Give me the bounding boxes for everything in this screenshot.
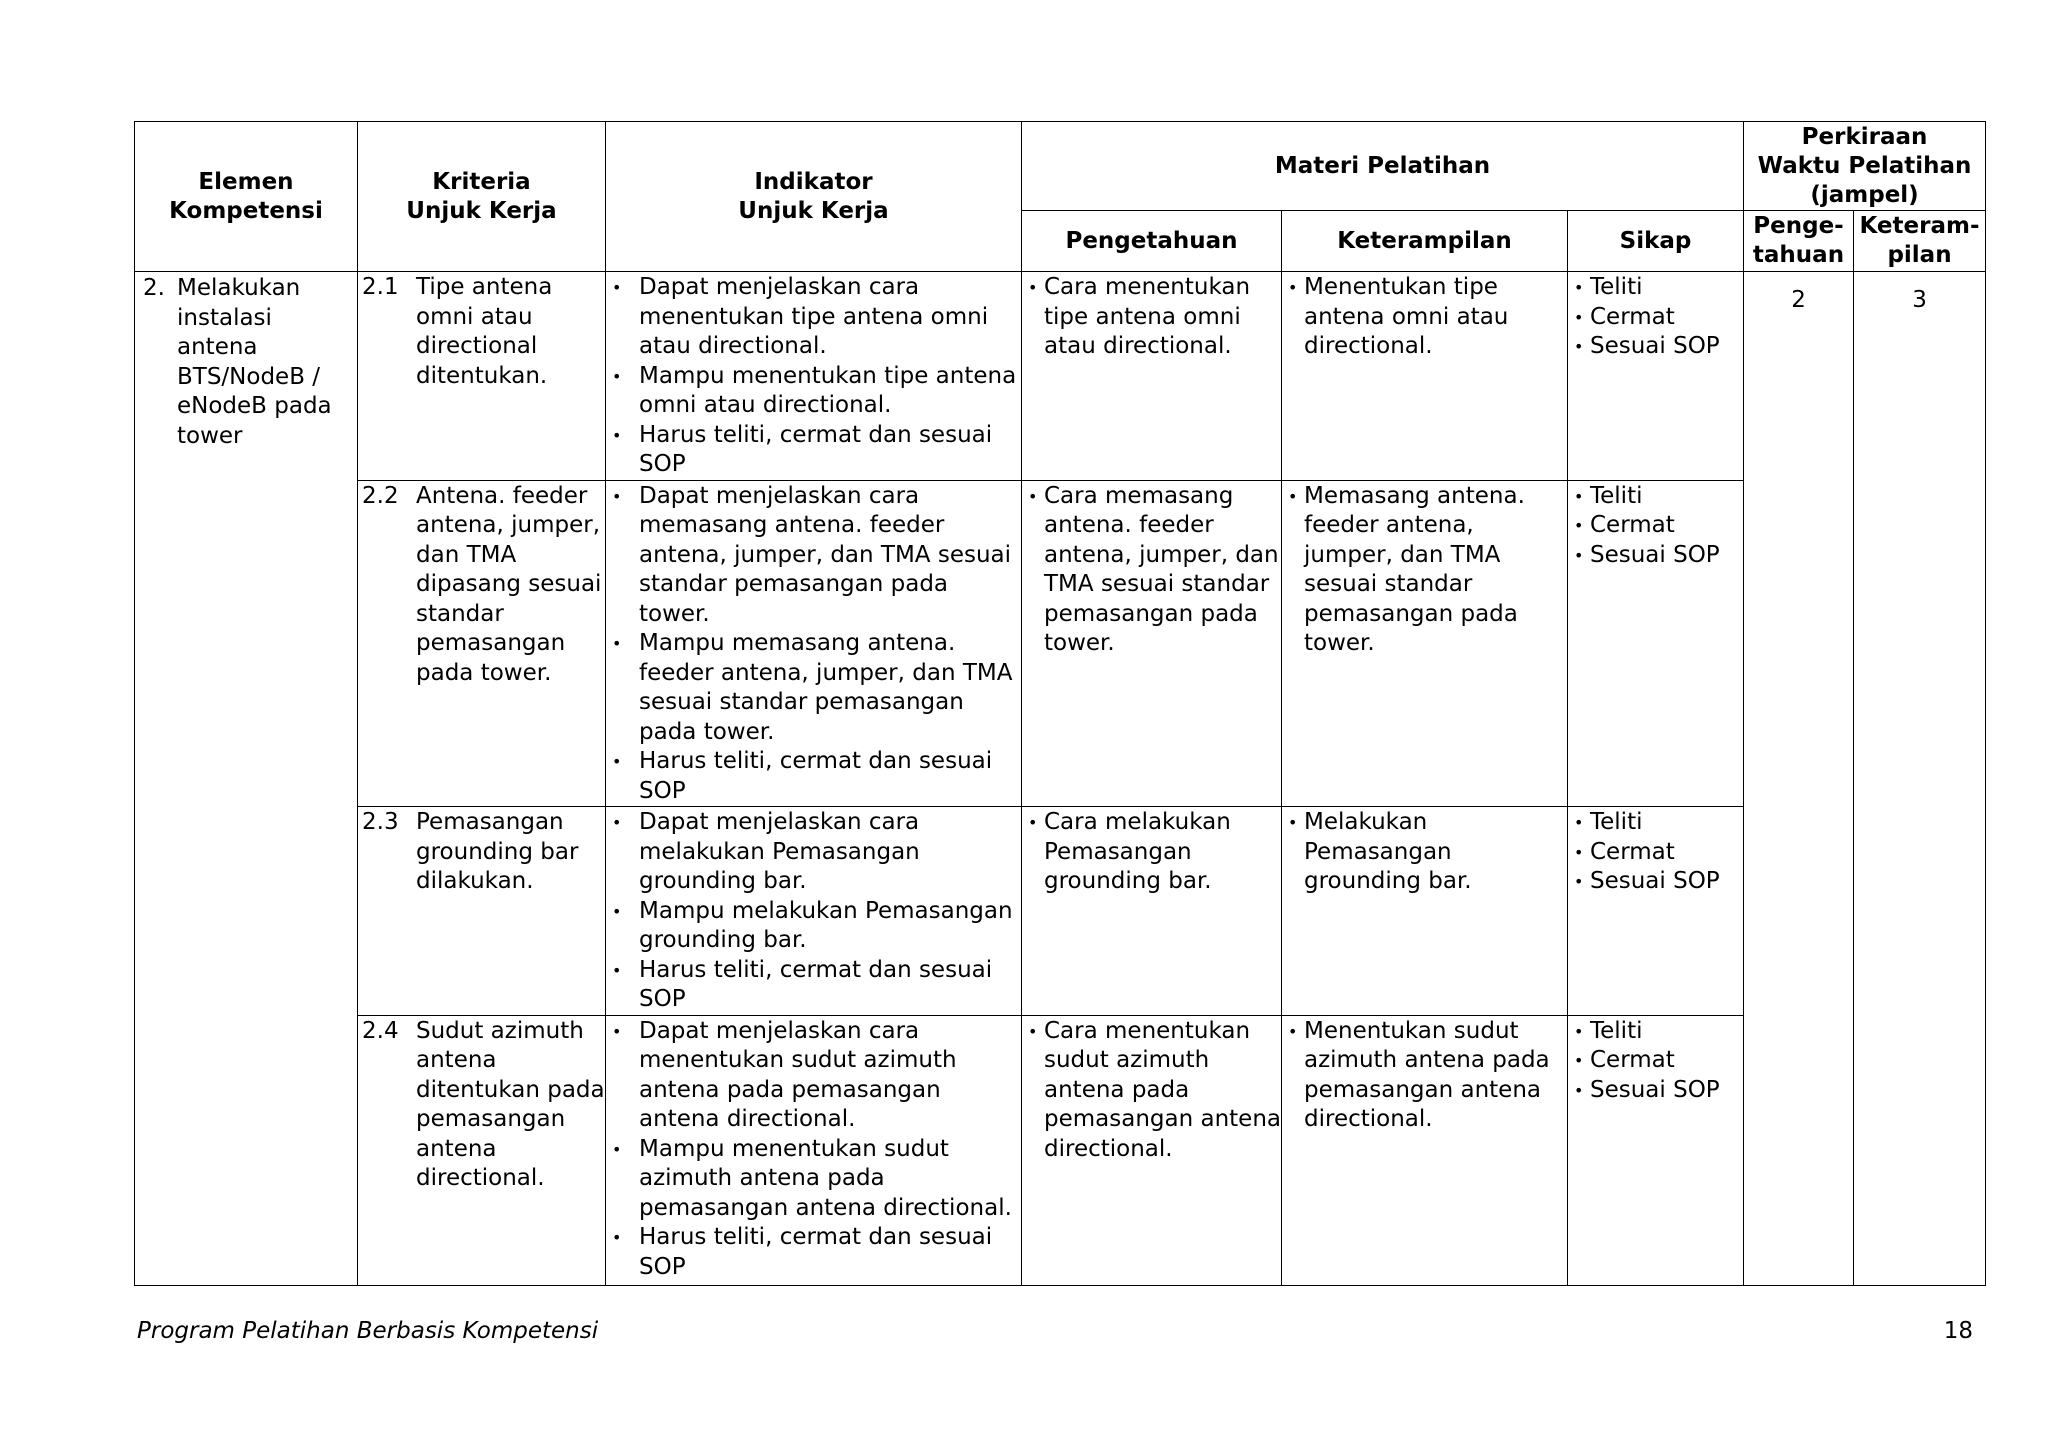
indikator-item: • Dapat menjelaskan cara melakukan Pemasangan grounding bar.	[612, 808, 1021, 897]
indikator-cell	[606, 1015, 1022, 1285]
elemen-text: Melakukan instalasi antena BTS/NodeB / eNodeB pada tower	[177, 275, 332, 449]
keterampilan-item: • Memasang antena. feeder antena, jumper, dan TMA sesuai standar pemasangan pada tower.	[1288, 482, 1567, 659]
keterampilan-item: • Menentukan sudut azimuth antena pada pemasangan antena directional.	[1288, 1017, 1567, 1135]
bullet-icon: •	[1028, 813, 1038, 832]
jampel-keterampilan: 3	[1854, 272, 1986, 1286]
keterampilan-cell	[1282, 807, 1568, 1016]
bullet-icon: •	[1574, 1051, 1584, 1070]
indikator-cell	[606, 480, 1022, 807]
sikap-item: • Teliti	[1574, 808, 1743, 838]
keterampilan-cell	[1282, 272, 1568, 481]
bullet-icon: •	[612, 960, 622, 980]
bullet-icon: •	[612, 486, 622, 506]
kuk-number: 2.3	[362, 809, 399, 835]
sikap-cell	[1568, 807, 1744, 1016]
bullet-icon: •	[612, 752, 622, 771]
header-indikator: Indikator Unjuk Kerja	[606, 122, 1022, 272]
sikap-item: • Sesuai SOP	[1574, 332, 1743, 362]
bullet-icon: •	[1028, 1021, 1038, 1041]
indikator-item: • Mampu menentukan sudut azimuth antena pada pemasangan antena directional.	[612, 1135, 1021, 1224]
indikator-item: • Mampu memasang antena. feeder antena, jumper, dan TMA sesuai standar pemasangan pada tower.	[612, 629, 1021, 747]
kriteria-cell	[358, 1015, 606, 1285]
kuk-number: 2.1	[362, 274, 399, 300]
sikap-item: • Teliti	[1574, 482, 1743, 512]
table-row	[135, 272, 1986, 481]
header-kriteria: Kriteria Unjuk Kerja	[358, 122, 606, 272]
header-materi: Materi Pelatihan	[1022, 122, 1744, 211]
bullet-icon: •	[612, 366, 622, 386]
kuk-text: Sudut azimuth antena ditentukan pada pemasangan antena directional.	[416, 1017, 605, 1191]
table-row	[135, 807, 1986, 1016]
sikap-item: • Sesuai SOP	[1574, 1076, 1743, 1106]
bullet-icon: •	[612, 425, 622, 445]
sikap-item: • Sesuai SOP	[1574, 541, 1743, 571]
header-pengetahuan: Pengetahuan	[1022, 211, 1282, 272]
bullet-icon: •	[612, 634, 622, 653]
table-row	[135, 480, 1986, 807]
header-sikap: Sikap	[1568, 211, 1744, 272]
jampel-pengetahuan: 2	[1744, 272, 1854, 1286]
bullet-icon: •	[612, 1021, 622, 1041]
bullet-icon: •	[1288, 813, 1298, 832]
keterampilan-cell	[1282, 480, 1568, 807]
header-keteram-pilan: Keteram- pilan	[1854, 211, 1986, 272]
bullet-icon: •	[1574, 872, 1584, 891]
bullet-icon: •	[1028, 486, 1038, 506]
header-perkiraan: Perkiraan Waktu Pelatihan (jampel)	[1744, 122, 1986, 211]
pengetahuan-item: • Cara menentukan tipe antena omni atau directional.	[1028, 273, 1281, 362]
kriteria-cell	[358, 807, 606, 1016]
bullet-icon: •	[612, 813, 622, 832]
sikap-cell	[1568, 480, 1744, 807]
indikator-item: • Mampu melakukan Pemasangan grounding bar.	[612, 897, 1021, 956]
footer-title: Program Pelatihan Berbasis Kompetensi	[137, 1318, 599, 1344]
bullet-icon: •	[1288, 486, 1298, 506]
page-number: 18	[1943, 1318, 1973, 1344]
indikator-item: • Harus teliti, cermat dan sesuai SOP	[612, 956, 1021, 1015]
indikator-item: • Dapat menjelaskan cara menentukan sudut azimuth antena pada pemasangan antena directional.	[612, 1017, 1021, 1135]
table-row	[135, 1015, 1986, 1285]
bullet-icon: •	[1574, 545, 1584, 565]
pengetahuan-cell	[1022, 1015, 1282, 1285]
pengetahuan-cell	[1022, 807, 1282, 1016]
sikap-item: • Cermat	[1574, 1046, 1743, 1076]
pengetahuan-item: • Cara memasang antena. feeder antena, jumper, dan TMA sesuai standar pemasangan pada tower.	[1028, 482, 1281, 659]
keterampilan-item: • Melakukan Pemasangan grounding bar.	[1288, 808, 1567, 897]
sikap-item: • Sesuai SOP	[1574, 867, 1743, 897]
indikator-item: • Harus teliti, cermat dan sesuai SOP	[612, 421, 1021, 480]
bullet-icon: •	[612, 901, 622, 921]
pengetahuan-cell	[1022, 480, 1282, 807]
sikap-item: • Teliti	[1574, 1017, 1743, 1047]
kuk-text: Antena. feeder antena, jumper, dan TMA dipasang sesuai standar pemasangan pada tower.	[416, 482, 602, 686]
indikator-item: • Dapat menjelaskan cara menentukan tipe antena omni atau directional.	[612, 273, 1021, 362]
sikap-item: • Cermat	[1574, 303, 1743, 333]
bullet-icon: •	[1028, 278, 1038, 297]
kriteria-cell	[358, 480, 606, 807]
bullet-icon: •	[612, 278, 622, 297]
indikator-cell	[606, 272, 1022, 481]
sikap-item: • Teliti	[1574, 273, 1743, 303]
indikator-cell	[606, 807, 1022, 1016]
kuk-number: 2.4	[362, 1017, 399, 1044]
bullet-icon: •	[1574, 1021, 1584, 1041]
bullet-icon: •	[612, 1228, 622, 1247]
bullet-icon: •	[1574, 842, 1584, 862]
bullet-icon: •	[1574, 337, 1584, 356]
sikap-cell	[1568, 1015, 1744, 1285]
kuk-text: Tipe antena omni atau directional ditentukan.	[416, 274, 553, 389]
bullet-icon: •	[1288, 1021, 1298, 1041]
header-keterampilan: Keterampilan	[1282, 211, 1568, 272]
competency-table	[134, 121, 1986, 1286]
bullet-icon: •	[1574, 486, 1584, 506]
bullet-icon: •	[1574, 1080, 1584, 1100]
bullet-icon: •	[1574, 516, 1584, 535]
pengetahuan-item: • Cara melakukan Pemasangan grounding bar.	[1028, 808, 1281, 897]
kuk-number: 2.2	[362, 482, 399, 509]
elemen-kompetensi-cell	[135, 272, 358, 1286]
indikator-item: • Dapat menjelaskan cara memasang antena. feeder antena, jumper, dan TMA sesuai standar pemasangan pada tower.	[612, 482, 1021, 630]
header-penge-tahuan: Penge- tahuan	[1744, 211, 1854, 272]
bullet-icon: •	[1288, 278, 1298, 297]
indikator-item: • Mampu menentukan tipe antena omni atau directional.	[612, 362, 1021, 421]
sikap-item: • Cermat	[1574, 511, 1743, 541]
sikap-item: • Cermat	[1574, 838, 1743, 868]
kriteria-cell	[358, 272, 606, 481]
elemen-number: 2.	[143, 275, 165, 301]
indikator-item: • Harus teliti, cermat dan sesuai SOP	[612, 747, 1021, 806]
kuk-text: Pemasangan grounding bar dilakukan.	[416, 809, 579, 894]
bullet-icon: •	[1574, 278, 1584, 297]
bullet-icon: •	[1574, 813, 1584, 832]
bullet-icon: •	[1574, 307, 1584, 327]
header-elemen: Elemen Kompetensi	[135, 122, 358, 272]
indikator-item: • Harus teliti, cermat dan sesuai SOP	[612, 1223, 1021, 1282]
sikap-cell	[1568, 272, 1744, 481]
keterampilan-item: • Menentukan tipe antena omni atau directional.	[1288, 273, 1567, 362]
keterampilan-cell	[1282, 1015, 1568, 1285]
pengetahuan-item: • Cara menentukan sudut azimuth antena pada pemasangan antena directional.	[1028, 1017, 1281, 1165]
bullet-icon: •	[612, 1139, 622, 1159]
pengetahuan-cell	[1022, 272, 1282, 481]
